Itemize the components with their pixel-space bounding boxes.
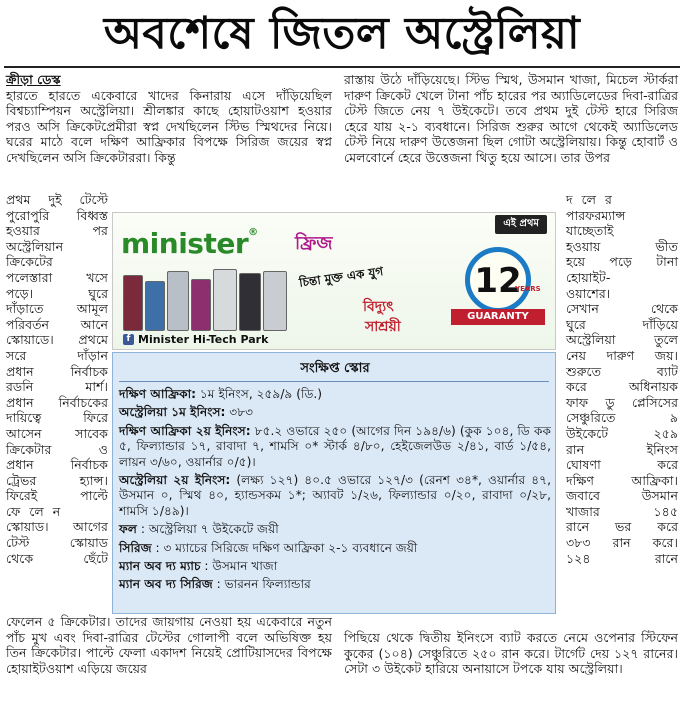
score-row (119, 424, 551, 470)
article-column-right-top (344, 72, 678, 166)
narrow-line-left: ক্রিকেটের (6, 254, 53, 270)
narrow-line-right: শুরুতে ব্যাট (566, 363, 678, 379)
narrow-line-left: ক্রিকেটার ও (6, 441, 108, 457)
score-row-text: ৮৫.২ ওভারে ২৫০ (আগের দিন ১৯৪/৬) (কুক ১০৪, ডি কক ৫, ফিল্যান্ডার ১৭, রাবাদা ৭, শামসি ০* স্টার্ক ৪/৮০, হেইজেলউড ২/৪১, বার্ড ১/৫৪, লায়ন ৩/৬০, ওয়ার্নার ০/৫)। (119, 423, 552, 469)
registered-mark: ® (248, 227, 258, 238)
warranty-number: 12 (474, 261, 522, 301)
score-row (119, 387, 551, 402)
narrow-line-left: প্রধান নির্বাচকের (6, 394, 108, 410)
score-body (119, 387, 551, 596)
narrow-line-right: খাজার ১৪৫ (566, 503, 678, 519)
narrow-line-left: পুরোপুরি বিধ্বস্ত (6, 207, 108, 223)
score-row (119, 473, 551, 519)
score-row-label: দক্ষিণ আফ্রিকা: (119, 387, 197, 401)
article-column-left-top (6, 72, 332, 166)
article-column-bottom-right (344, 630, 678, 677)
ad-product: ফ্রিজ (295, 233, 333, 254)
score-row-text: : ৩ ম্যাচের সিরিজে দক্ষিণ আফ্রিকা ২-১ ব্যবধানে জয়ী (151, 540, 418, 555)
narrow-line-left: দাঁড়াতে আমূল (6, 301, 108, 317)
narrow-line-left: সরে দাঁড়ান (6, 347, 108, 363)
score-row-text: ৩৮৩ (225, 405, 254, 420)
article-paragraph-left-top: হারতে হারতে একেবারে খাদের কিনারায় এসে দাঁড়িয়েছিল বিশ্বচ্যাম্পিয়ন অস্ট্রেলিয়া। শ্রীলঙ্কার কাছে হোয়াটওয়াশ হওয়ার পরও অসি ক্রিকেটপ্রেমীরা স্বপ্ন দেখছিলেন স্টিভ স্মিথদের নিয়ে। ঘরের মাঠে বলে দক্ষিণ আফ্রিকার বিপক্ষে সিরিজ জয়ের স্বপ্ন দেখছিলেন অসি ক্রিকেটাররা। কিন্তু (6, 87, 332, 165)
narrow-line-left: দায়িত্বে ফিরে (6, 410, 108, 426)
narrow-line-right: রানে ভর করে (566, 519, 678, 535)
advertisement[interactable] (112, 212, 556, 350)
narrow-line-right: ৩৮৩ রান করে। (566, 535, 678, 551)
narrow-line-right: সেখান থেকে (566, 301, 678, 317)
ad-category-line1: বিদ্যুৎ (363, 299, 394, 315)
score-row-text: : ভারনন ফিল্যান্ডার (212, 577, 311, 592)
narrow-line-right: জবাবে উসমান (566, 488, 678, 504)
score-row (119, 405, 551, 420)
score-row-label: ম্যান অব দ্য ম্যাচ (119, 559, 201, 574)
narrow-line-left: আসেন সাবেক (6, 425, 108, 441)
narrow-line-left: রডনি মার্শ। (6, 379, 108, 395)
headline-rule (4, 66, 680, 68)
fridge-lineup-image (123, 269, 291, 331)
score-row (119, 541, 551, 556)
narrow-line-left: ফিরেই পাল্টে (6, 488, 108, 504)
fridge-image (239, 273, 261, 331)
score-row-label: ম্যান অব দ্য সিরিজ (119, 577, 213, 592)
score-row-label: দক্ষিণ আফ্রিকা ২য় ইনিংস: (119, 423, 251, 438)
facebook-link[interactable] (123, 333, 268, 346)
score-row-label: ফল (119, 522, 137, 537)
narrow-line-right: হয়ে পড়ে টানা (566, 254, 678, 270)
score-row-text: : অস্ট্রেলিয়া ৭ উইকেটে জয়ী (137, 522, 279, 537)
score-row-text: (লক্ষ্য ১২৭) ৪০.৫ ওভারে ১২৭/৩ (রেনশ ৩৪*, ওয়ার্নার ৪৭, উসমান ০, স্মিথ ৪০, হ্যান্ডসকম ১*; অ্যাবট ১/২৬, ফিল্যান্ডার ০/২০, রাবাদা ০/২৮, শামসি ১/৪৯)। (119, 473, 551, 518)
narrow-line-right: অস্ট্রেলিয়া তুলে (566, 332, 678, 348)
narrow-line-left: পড়ে। ঘুরে (6, 285, 108, 301)
article-paragraph-right-top: রাস্তায় উঠে দাঁড়িয়েছে। স্টিভ স্মিথ, উসমান খাজা, মিচেল স্টার্করা দারুণ ক্রিকেট খেলে টানা পাঁচ হারের পর অ্যাডিলেডের দিবা-রাত্রির টেস্ট জিতে নেয় ৭ উইকেটে। তবে প্রথম দুই টেস্ট হারে সিরিজ হেরে যায় ২-১ ব্যবধানে। সিরিজ শুরুর আগে থেকেই অ্যাডিলেড টেস্ট নিয়ে দারুণ উত্তেজনা ছিল গোটা অস্ট্রেলিয়ায়। কিন্তু হোবার্ট ও মেলবোর্নে হেরে উত্তেজনা থিতু হয়ে আসে। তার উপর (344, 72, 678, 165)
fridge-image (191, 279, 211, 331)
score-row (119, 559, 551, 574)
score-row (119, 522, 551, 537)
warranty-badge (451, 243, 545, 339)
article-paragraph-bottom-left: ফেলেন ৫ ক্রিকেটার। তাদের জায়গায় নেওয়া হয় একেবারে নতুন পাঁচ মুখ এবং দিবা-রাত্রির টেস্টের গোলাপী বলে অভিষিক্ত হয় তিন ক্রিকেটার। পাল্টে ফেলা একাদশ নিয়েই প্রোটিয়াসদের বিপক্ষে হোয়াইটওয়াশ এড়িয়ে জয়ের (6, 614, 332, 676)
score-row-label: অস্ট্রেলিয়া ১ম ইনিংস: (119, 405, 226, 420)
score-summary-box (112, 352, 556, 614)
narrow-line-right: ওয়াশের। (566, 285, 611, 301)
narrow-line-right: ঘুরে দাঁড়িয়ে (566, 316, 678, 332)
ad-category-line2: সাশ্রয়ী (365, 319, 401, 335)
narrow-line-left: ফেলেন (6, 503, 70, 519)
fridge-image (167, 271, 189, 331)
narrow-line-left: স্কোয়াডে। প্রথমে (6, 332, 108, 348)
narrow-line-left: প্রধান নির্বাচক (6, 457, 108, 473)
fridge-image (123, 275, 143, 331)
narrow-line-left: পলেস্তারা খসে (6, 269, 108, 285)
brand-name: minister (121, 227, 249, 260)
facebook-page-name: Minister Hi-Tech Park (138, 333, 269, 346)
brand-logo (121, 227, 258, 260)
narrow-line-right: নেয় দারুণ জয়। (566, 347, 678, 363)
warranty-unit: YEARS (515, 285, 541, 293)
article-column-bottom-left (6, 614, 332, 676)
narrow-line-left: প্রধান নির্বাচক (6, 363, 108, 379)
score-title: সংক্ষিপ্ত স্কোর (300, 361, 370, 376)
score-row (119, 577, 551, 592)
article-column-left-narrow (6, 192, 108, 566)
article-paragraph-bottom-right: পিছিয়ে থেকে দ্বিতীয় ইনিংসে ব্যাট করতে নেমে ওপেনার স্টিফেন কুকের (১০৪) সেঞ্চুরিতে ২৫০ রান করে। টার্গেট দেয় ১২৭ রানের। সেটা ৩ উইকেট হারিয়ে অনায়াসে টপকে যায় অস্ট্রেলিয়া। (344, 630, 678, 677)
desk-byline: ক্রীড়া ডেস্ক (6, 72, 61, 87)
narrow-line-right: ঘোষণা করে (566, 457, 678, 473)
narrow-line-right: হোয়াইট- (566, 269, 611, 285)
narrow-line-left: ট্রেভর হ্যান্স। (6, 472, 108, 488)
warranty-label: GUARANTY (451, 309, 545, 325)
narrow-line-left: হওয়ার পর (6, 223, 108, 239)
narrow-line-right: দক্ষিণ আফ্রিকা। (566, 472, 678, 488)
score-row-label: অস্ট্রেলিয়া ২য় ইনিংস: (119, 473, 231, 488)
narrow-line-left: প্রথম দুই টেস্টে (6, 192, 108, 207)
narrow-line-right: হওয়ায় ভীত (566, 238, 678, 254)
narrow-line-left: স্কোয়াড। আগের (6, 519, 108, 535)
narrow-line-left: অস্ট্রেলিয়ান (6, 238, 64, 254)
narrow-line-left: টেস্ট স্কোয়াড (6, 535, 108, 551)
narrow-line-right: ১২৪ রানে (566, 550, 678, 566)
narrow-line-left: পরিবর্তন আনে (6, 316, 108, 332)
score-row-text: ১ম ইনিংস, ২৫৯/৯ (ডি.) (196, 387, 323, 401)
narrow-line-right: দলের (566, 192, 621, 207)
narrow-line-right: উইকেটে ২৫৯ (566, 425, 678, 441)
narrow-line-right: সেঞ্চুরিতে ৯ (566, 410, 678, 426)
headline: অবশেষে জিতল অস্ট্রেলিয়া (103, 8, 581, 59)
narrow-line-right: ফাফ ডু প্লেসিসের (566, 394, 678, 410)
narrow-line-left: থেকে ছেঁটে (6, 550, 108, 566)
facebook-icon: f (123, 334, 134, 345)
narrow-line-right: রান ইনিংস (566, 441, 678, 457)
score-divider (119, 381, 549, 382)
ad-slogan: চিন্তা মুক্ত এক যুগ (298, 264, 385, 290)
fridge-image (145, 281, 165, 331)
fridge-image (213, 269, 237, 331)
ad-badge: এই প্রথম (495, 215, 547, 234)
narrow-line-right: করে অধিনায়ক (566, 379, 678, 395)
score-row-text: : উসমান খাজা (200, 559, 278, 574)
score-row-label: সিরিজ (119, 540, 152, 555)
article-column-right-narrow (566, 192, 678, 566)
narrow-line-right: পারফরম্যান্স (566, 207, 626, 223)
narrow-line-right: যাচ্ছেতাই (566, 223, 614, 239)
fridge-image (263, 271, 287, 331)
